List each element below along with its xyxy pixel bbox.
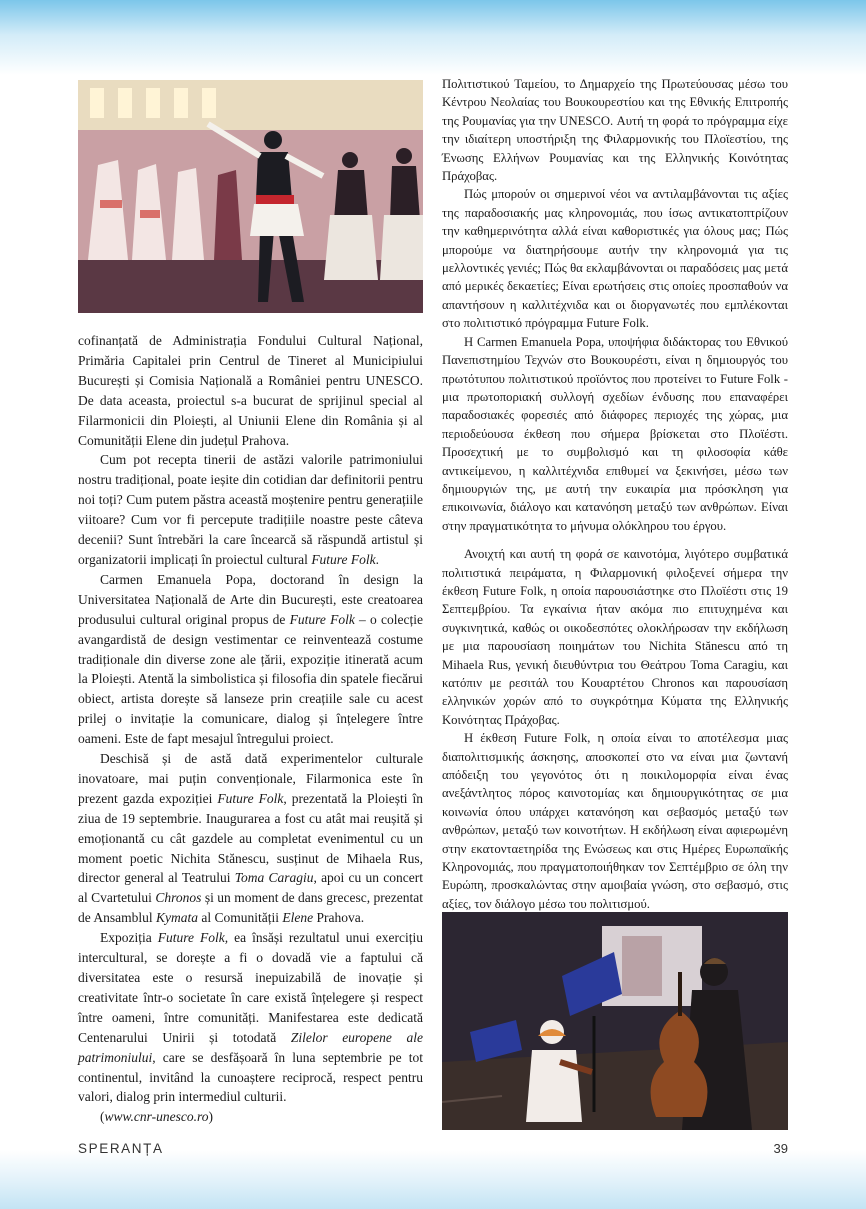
source-citation: (www.cnr-unesco.ro)	[100, 1109, 213, 1125]
left-column-romanian	[78, 331, 423, 1127]
page-number: 39	[773, 1141, 788, 1156]
paragraph: Carmen Emanuela Popa, doctorand în design la Universitatea Națională de Arte din București, este creatoarea produsului cultural original propus de Future Folk – o colecție avangardistă de design vestimentar ce reinventează costume tradiționale din diverse zone ale țării, expoziție itinerată acum la Ploiești. Atentă la simbolistica și filosofia din spatele fiecărui obiect, artista dorește să lanseze prin creațiile sale cu acest prilej o invitație la comunicare, dialog și înțelegere între oameni. Este de fapt mesajul întregului proiect.	[78, 571, 423, 747]
paragraph: Η Carmen Emanuela Popa, υποψήφια διδάκτορας του Εθνικού Πανεπιστημίου Τεχνών στο Βουκουρέστι, είναι η δημιουργός του πρωτότυπου πολιτιστικού προϊόντος που προτείνει το Future Folk - μια πρωτοποριακή συλλογή σχεδίων ένδυσης που επαναφέρει παραδοσιακές φορεσιές από διάφορες περιοχές της χώρας, μια περιοδεύουσα έκθεση που σήμερα βρίσκεται στο Πλοϊέστι. Προσεχτική με το συμβολισμό και τη φιλοσοφία κάθε αντικείμενου, η καλλιτέχνιδα επιθυμεί να ξεκινήσει, μέσω των δημιουργιών της, με αυτή την ευκαιρία μια πρόσκληση για επικοινωνία, διάλογο και κατανόηση μεταξύ των ανθρώπων. Είναι στην πραγματικότητα το μήνυμα ολόκληρου του έργου.	[442, 334, 788, 533]
right-column-greek	[442, 75, 788, 913]
magazine-title: SPERANȚA	[78, 1141, 164, 1156]
paragraph: Πώς μπορούν οι σημερινοί νέοι να αντιλαμβάνονται τις αξίες της παραδοσιακής μας κληρονομιάς, που ίσως αντικατοπτρίζουν την καθημερινότητα αλλά είναι καθοριστικές για όλους μας; Πώς μπορούμε να διατηρήσουμε αυτήν την κληρονομιά για τις μελλοντικές γενιές; Πώς θα εκλαμβάνονται οι παραδόσεις μας μετά από μερικές δεκαετίες; Είναι ερωτήσεις στις οποίες προσπαθούν να απαντήσουν η καλλιτέχνιδα και οι διοργανωτές που εμπλέκονται στο πολιτιστικό πρόγραμμα Future Folk.	[442, 187, 788, 331]
paragraph: Πολιτιστικού Ταμείου, το Δημαρχείο της Πρωτεύουσας μέσω του Κέντρου Νεολαίας του Βουκουρεστίου και της Εθνικής Επιτροπής της Ρουμανίας για την UNESCO. Αυτή τη φορά το πρόγραμμα είχε την ιδιαίτερη υποστήριξη της Φιλαρμονικής του Πλοϊεστίου, της Ένωσης Ελλήνων Ρουμανίας και της Ελληνικής Κοινότητας Πράχοβας.	[442, 77, 788, 184]
photo-dancers-stage	[78, 80, 423, 313]
paragraph: cofinanțată de Administrația Fondului Cultural Național, Primăria Capitalei prin Centrul de Tineret al Municipiului București și Comisia Națională a României pentru UNESCO. De data aceasta, proiectul s-a bucurat de sprijinul special al Filarmonicii din Ploiești, al Uniunii Elene din România și al Comunității Elene din județul Prahova.	[78, 333, 423, 448]
source-link[interactable]: www.cnr-unesco.ro	[104, 1109, 209, 1125]
paragraph: Ανοιχτή και αυτή τη φορά σε καινοτόμα, λιγότερο συμβατικά πολιτιστικά πειράματα, η Φιλαρμονική φιλοξενεί σήμερα την έκθεση Future Folk, η οποία παρουσιάστηκε στο Πλοϊέστι στις 19 Σεπτεμβρίου. Τα εγκαίνια ήταν ακόμα πιο επιτυχημένα και συγκινητικά, καθώς οι οικοδεσπότες ολοκλήρωσαν την εκδήλωση με μια παρουσίαση ποιημάτων του Nichita Stănescu από τη Mihaela Rus, γενική διευθύντρια του Θεάτρου Toma Caragiu, και κατόπιν με ρεσιτάλ του Κουαρτέτου Chronos και παρουσίαση ελληνικών χορών από το συγκρότημα Κύματα της Ελληνικής Κοινότητας Πράχοβας.	[442, 547, 788, 727]
paragraph: Cum pot recepta tinerii de astăzi valorile patrimoniului nostru tradițional, poate ieșite din cotidian dar definitorii pentru noi toți? Cum putem păstra această moștenire pentru generațiile viitoare? Cum vor fi percepute tradițiile noastre peste câteva decenii? Sunt întrebări la care încearcă să răspundă artistul și organizatorii implicați în proiectul cultural Future Folk.	[78, 452, 423, 567]
paragraph: Η έκθεση Future Folk, η οποία είναι το αποτέλεσμα μιας διαπολιτισμικής άσκησης, αποσκοπεί στο να είναι μια ζωντανή απόδειξη του γεγονότος ότι η ποικιλομορφία είναι ένας ανεξάντλητος πόρος καινοτομίας και δημιουργικότητας σε μια κοινωνία όπου υπάρχει κατανόηση και σεβασμός μεταξύ των ανθρώπων, μεταξύ των κοινοτήτων. Η εκδήλωση είναι αφιερωμένη στην εκατονταετηρίδα της Ενώσεως και στις Ημέρες Ευρωπαϊκής Κληρονομιάς, που πραγματοποιήθηκαν τον Σεπτέμβριο σε όλη την Ευρώπη, προσκαλώντας στην αμοιβαία γνώση, στο σεβασμό, στις αξίες, τον διάλογο μέσω του πολιτισμού.	[442, 731, 788, 911]
paragraph: Expoziția Future Folk, ea însăși rezultatul unui exercițiu intercultural, se dorește a fi o dovadă vie a faptului că diversitatea este o resursă inepuizabilă de inovație și creativitate într-o societate în care există înțelegere și respect între oameni, între comunități. Manifestarea este dedicată Centenarului Unirii și totodată Zilelor europene ale patrimoniului, care se desfășoară în luna septembrie pe tot continentul, invitând la cunoaștere reciprocă, respect pentru valori, dialog prin intermediul culturii.	[78, 930, 424, 1105]
paragraph: Deschisă și de astă dată experimentelor culturale inovatoare, mai puțin convenționale, Filarmonica este în prezent gazda expoziției Future Folk, prezentată la Ploiești în ziua de 19 septembrie. Inaugurarea a fost cu atât mai reușită și emoționantă cu cât gazdele au completat evenimentul cu un moment poetic Nichita Stănescu, susținut de Mihaela Rus, director general al Teatrului Toma Caragiu, apoi cu un concert al Cvartetului Chronos și un moment de dans grecesc, prezentat de Ansamblul Kymata al Comunității Elene Prahova.	[78, 751, 423, 926]
photo-musicians-concert	[442, 912, 788, 1130]
